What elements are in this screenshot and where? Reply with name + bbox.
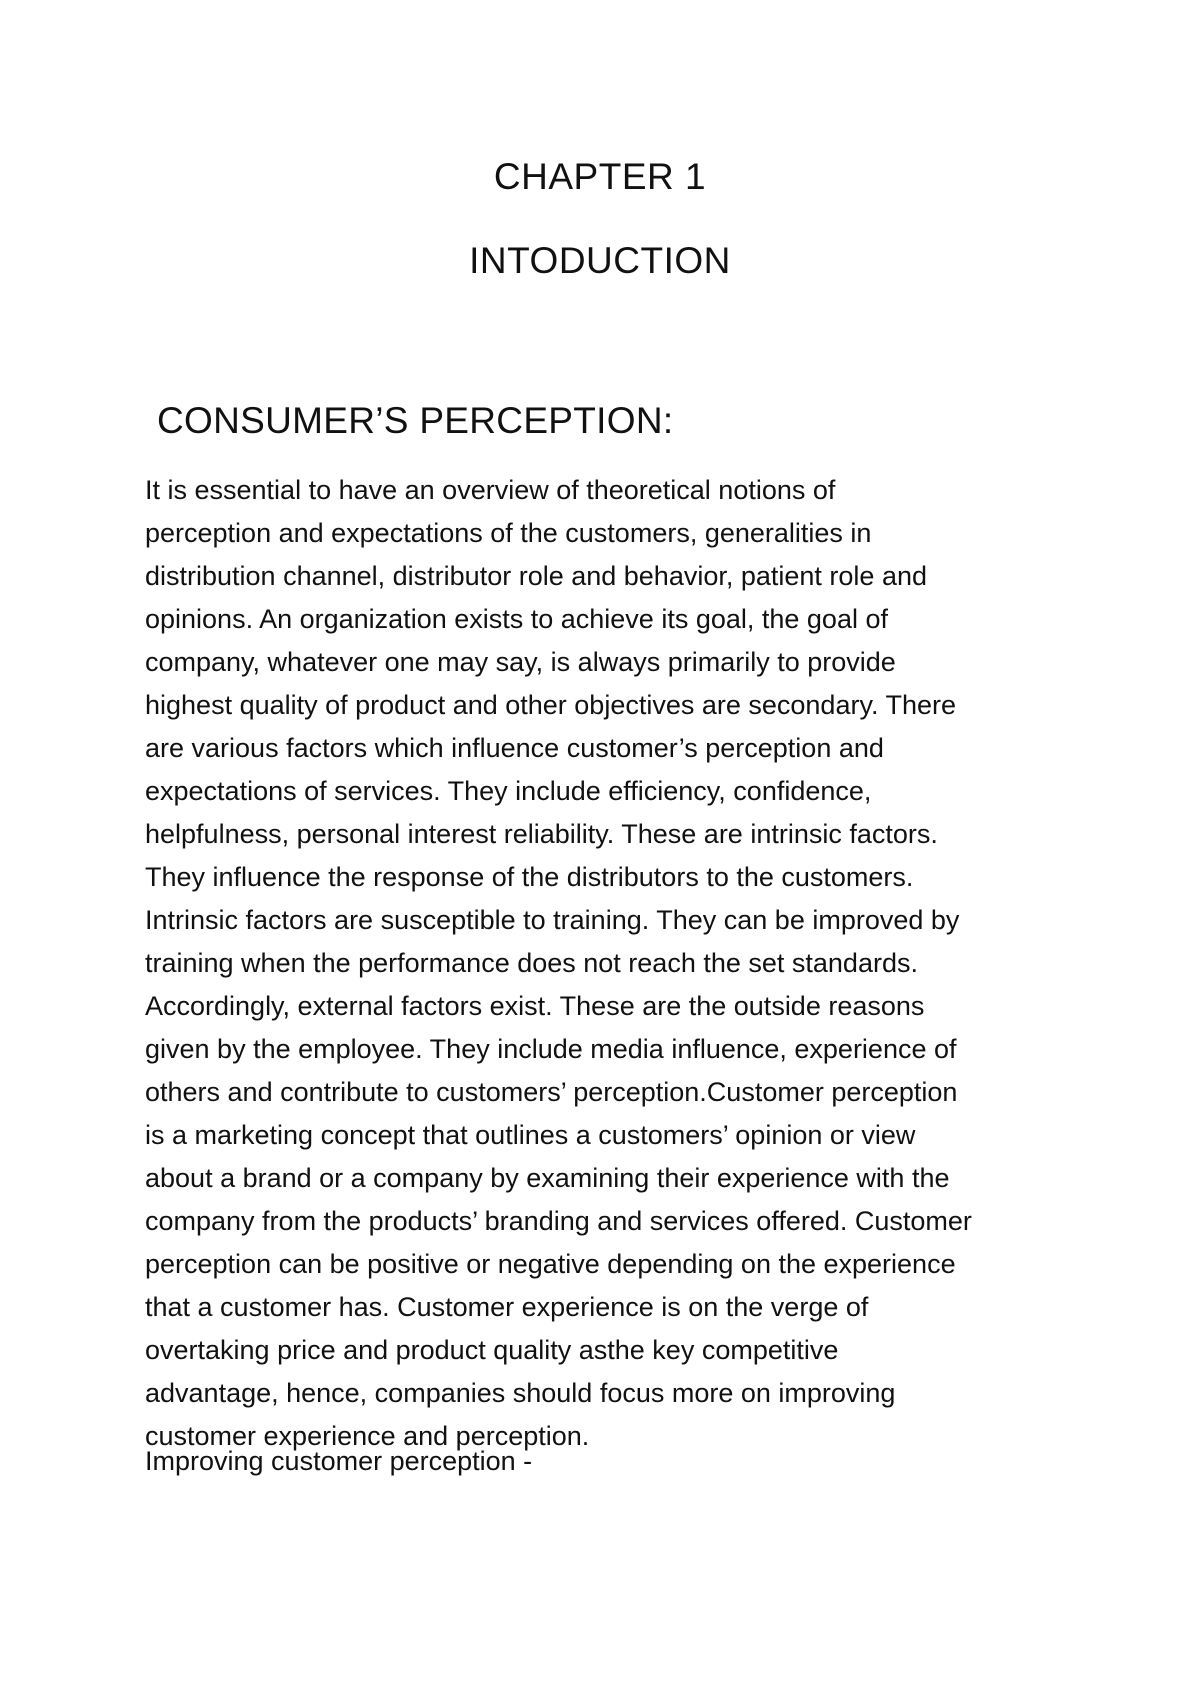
sub-heading: Improving customer perception -: [145, 1446, 533, 1476]
body-line: highest quality of product and other objectives are secondary. There: [145, 690, 956, 720]
body-line: perception and expectations of the customers, generalities in: [145, 518, 872, 548]
body-line: about a brand or a company by examining their experience with the: [145, 1163, 950, 1193]
body-line: given by the employee. They include media influence, experience of: [145, 1034, 957, 1064]
body-line: is a marketing concept that outlines a customers’ opinion or view: [145, 1120, 916, 1150]
body-line: company from the products’ branding and services offered. Customer: [145, 1206, 972, 1236]
chapter-subtitle: INTODUCTION: [469, 240, 731, 281]
body-line: advantage, hence, companies should focus more on improving: [145, 1378, 896, 1408]
body-line: training when the performance does not reach the set standards.: [145, 948, 918, 978]
body-line: overtaking price and product quality asthe key competitive: [145, 1335, 839, 1365]
body-line: others and contribute to customers’ perception.Customer perception: [145, 1077, 958, 1107]
body-line: Intrinsic factors are susceptible to training. They can be improved by: [145, 905, 960, 935]
body-line: are various factors which influence customer’s perception and: [145, 733, 884, 763]
body-line: distribution channel, distributor role and behavior, patient role and: [145, 561, 927, 591]
body-line: helpfulness, personal interest reliability. These are intrinsic factors.: [145, 819, 938, 849]
body-line: expectations of services. They include efficiency, confidence,: [145, 776, 872, 806]
body-line: They influence the response of the distributors to the customers.: [145, 862, 914, 892]
body-line: opinions. An organization exists to achieve its goal, the goal of: [145, 604, 888, 634]
body-line: company, whatever one may say, is always primarily to provide: [145, 647, 896, 677]
body-line: Accordingly, external factors exist. These are the outside reasons: [145, 991, 925, 1021]
body-line: perception can be positive or negative depending on the experience: [145, 1249, 956, 1279]
body-paragraph: [145, 469, 1085, 1458]
body-line: customer experience and perception.: [145, 1421, 590, 1451]
body-line: It is essential to have an overview of theoretical notions of: [145, 475, 836, 505]
body-line: that a customer has. Customer experience is on the verge of: [145, 1292, 869, 1322]
section-heading: CONSUMER’S PERCEPTION:: [157, 400, 674, 441]
chapter-title: CHAPTER 1: [493, 156, 707, 197]
